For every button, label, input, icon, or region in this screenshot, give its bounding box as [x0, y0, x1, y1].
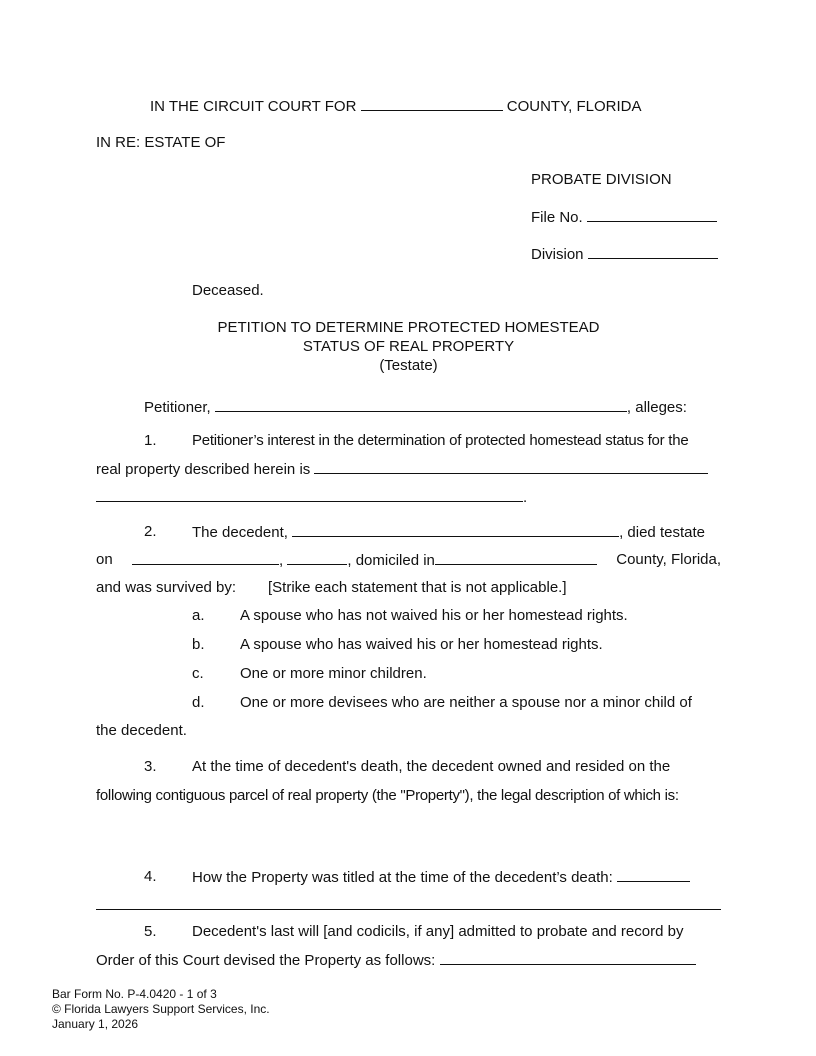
footer [52, 987, 270, 1032]
list-item-d-continuation: the decedent. [96, 722, 187, 739]
p5-line-2-text: Order of this Court devised the Property as follows: [96, 952, 436, 969]
p3-line-2: following contiguous parcel of real property (the "Property"), the legal description of which is: [96, 787, 679, 804]
p4-number: 4. [144, 868, 157, 885]
division [531, 245, 718, 263]
deceased-label: Deceased. [192, 282, 264, 299]
death-year-blank[interactable] [287, 551, 347, 565]
court-suffix: COUNTY, FLORIDA [506, 98, 642, 115]
list-item-b-text: A spouse who has waived his or her homestead rights. [240, 636, 603, 653]
p4-text: How the Property was titled at the time of the decedent’s death: [192, 869, 613, 886]
list-item-c-letter: c. [192, 665, 204, 682]
probate-division: PROBATE DIVISION [531, 171, 672, 188]
p1-line-2-text: real property described herein is [96, 461, 311, 478]
p1-end: . [523, 489, 528, 506]
p4-line [192, 868, 690, 886]
footer-date: January 1, 2026 [52, 1017, 139, 1031]
death-date-blank[interactable] [132, 551, 279, 565]
petitioner-suffix: , alleges: [626, 399, 687, 416]
division-label: Division [531, 246, 584, 263]
petition-title [96, 318, 721, 375]
list-item-c-text: One or more minor children. [240, 665, 427, 682]
p2-line-1 [192, 523, 705, 541]
division-blank[interactable] [588, 245, 718, 259]
p2-survived-by: and was survived by: [96, 579, 237, 596]
title-line-2: STATUS OF REAL PROPERTY [302, 338, 515, 355]
petitioner-line [144, 398, 687, 416]
court-prefix: IN THE CIRCUIT COURT FOR [150, 98, 357, 115]
title-line-1: PETITION TO DETERMINE PROTECTED HOMESTEAD [217, 319, 600, 336]
p2-comma: , [279, 552, 284, 569]
p5-number: 5. [144, 923, 157, 940]
court-caption [150, 97, 642, 115]
county-blank[interactable] [361, 97, 503, 111]
p2-county-florida: County, Florida, [616, 551, 721, 568]
file-no-blank[interactable] [587, 208, 717, 222]
title-held-blank-2[interactable] [96, 896, 721, 910]
list-item-d-letter: d. [192, 694, 205, 711]
p2-number: 2. [144, 523, 157, 540]
petitioner-blank[interactable] [215, 398, 627, 412]
list-item-d-text: One or more devisees who are neither a spouse nor a minor child of [240, 694, 692, 711]
footer-copyright: © Florida Lawyers Support Services, Inc. [52, 1002, 270, 1016]
decedent-name-blank[interactable] [292, 523, 619, 537]
p2-decedent-label: The decedent, [192, 524, 288, 541]
file-no [531, 208, 717, 226]
p2-on: on [96, 551, 113, 568]
list-item-a-text: A spouse who has not waived his or her homestead rights. [240, 607, 628, 624]
in-re-estate: IN RE: ESTATE OF [96, 134, 226, 151]
p1-line-2 [96, 460, 708, 478]
petitioner-label: Petitioner, [144, 399, 211, 416]
title-line-3: (Testate) [379, 357, 438, 374]
p2-date-group [132, 551, 597, 569]
footer-form-number: Bar Form No. P-4.0420 - 1 of 3 [52, 987, 217, 1001]
p5-line-2 [96, 951, 696, 969]
p2-died-testate: , died testate [619, 524, 705, 541]
p5-line-1: Decedent's last will [and codicils, if any] admitted to probate and record by [192, 923, 684, 940]
p1-number: 1. [144, 432, 157, 449]
p3-number: 3. [144, 758, 157, 775]
p2-line-2 [96, 551, 721, 569]
p2-domiciled: , domiciled in [347, 552, 435, 569]
p3-line-1: At the time of decedent's death, the decedent owned and resided on the [192, 758, 671, 775]
p1-line-3 [96, 488, 527, 506]
devise-blank[interactable] [440, 951, 696, 965]
p1-line-1: Petitioner’s interest in the determination of protected homestead status for the [192, 432, 689, 449]
list-item-a-letter: a. [192, 607, 205, 624]
p1-interest-blank-2[interactable] [96, 488, 523, 502]
title-held-blank[interactable] [617, 868, 690, 882]
p2-strike-instruction: [Strike each statement that is not applicable.] [268, 579, 567, 596]
p1-interest-blank[interactable] [314, 460, 708, 474]
file-no-label: File No. [531, 209, 583, 226]
list-item-b-letter: b. [192, 636, 205, 653]
domicile-county-blank[interactable] [435, 551, 597, 565]
